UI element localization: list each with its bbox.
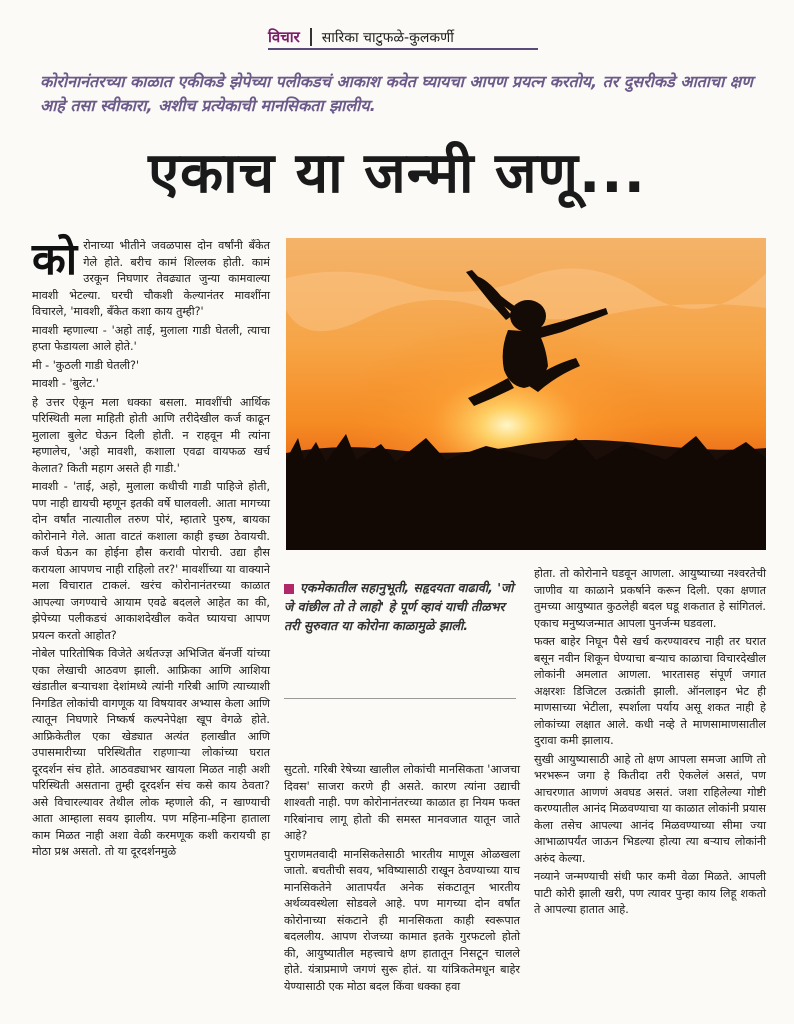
column-2: [284, 762, 520, 997]
pull-quote-rule: [284, 698, 516, 699]
author-name: सारिका चाटुफळे-कुलकर्णी: [321, 29, 454, 46]
column-1: [32, 234, 270, 863]
col3-para: नव्याने जन्मण्याची संधी फार कमी वेळा मिळते. आपली पाटी कोरी झाली खरी, पण त्यावर पुन्हा काय लिहू शकतो ते आपल्या हातात आहे.: [534, 870, 766, 916]
col3-para: होता. तो कोरोनाने घडवून आणला. आयुष्याच्या नश्वरतेची जाणीव या काळाने प्रकर्षाने करून दिली. एका क्षणात तुमच्या आयुष्यात कुठलेही बदल घडू शकतात हे सांगितलं. एकाच मनुष्यजन्मात आपला पुनर्जन्म घडवला.: [534, 567, 766, 630]
col3-para: सुखी आयुष्यासाठी आहे तो क्षण आपला समजा आणि तो भरभरून जगा हे कितीदा तरी ऐकलेलं असतं, पण आचरणात आणणं अवघड असतं. जशा राहिलेल्या गोष्टी करण्यातील आनंद मिळवण्याचा या काळात लोकांनी प्रयास केला तसेच आपल्या आनंद मिळवण्याच्या सीमा ज्या आभाळापर्यंत जाऊन भिडल्या होत्या त्या बऱ्याच लोकांनी अरुंद केल्या.: [534, 752, 766, 865]
column-3: [534, 566, 766, 921]
drop-cap: को: [32, 234, 78, 285]
col1-para: मावशी म्हणाल्या - 'अहो ताई, मुलाला गाडी घेतली, त्याचा हप्ता फेडायला आले होते.': [32, 323, 270, 353]
col1-para: मी - 'कुठली गाडी घेतली?': [32, 358, 140, 372]
col1-para: नोबेल पारितोषिक विजेते अर्थतज्ज्ञ अभिजित बॅनर्जी यांच्या एका लेखाची आठवण झाली. आफ्रिका आणि आशिया खंडातील बऱ्याचशा देशांमध्ये त्यांनी गरिबी आणि त्याच्याशी निगडित लोकांची वागणूक या विषयावर अभ्यास केला आणि त्यातून निघणारे निष्कर्ष कल्पनेपेक्षा खूप वेगळे होते. आफ्रिकेतील एका खेड्यात अत्यंत हलाखीत आणि उपासमारीच्या परिस्थितीत राहणाऱ्या लोकांच्या घरात दूरदर्शन संच होते. आठवड्याभर खायला मिळत नाही अशी परिस्थिती असताना तुम्ही दूरदर्शन संच कसे काय ठेवता? असे विचारल्यावर तेथील लोक म्हणाले की, न खाण्याची आता आम्हाला सवय झालीय. पण महिना-महिना हाताला काम मिळत नाही अशा वेळी करमणूक कशी करायची हा मोठा प्रश्न असतो. तो या दूरदर्शनमुळे: [32, 647, 270, 858]
pull-quote: एकमेकातील सहानुभूती, सहृदयता वाढावी, 'जो जे वांछील तो ते लाहो' हे पूर्ण व्हावं याची तीळभर तरी सुरुवात या कोरोना काळामुळे झाली.: [284, 580, 514, 633]
header-separator: [310, 28, 312, 46]
col1-para: मावशी - 'बुलेट.': [32, 377, 99, 390]
col2-para: सुटतो. गरिबी रेषेच्या खालील लोकांची मानसिकता 'आजचा दिवस' साजरा करणे ही असते. कारण त्यांना उद्याची शाश्वती नाही. पण कोरोनानंतरच्या काळात हा नियम फक्त गरिबांनाच लागू होतो की समस्त मानवजात यातून जाते आहे?: [284, 763, 520, 842]
col3-para: फक्त बाहेर निघून पैसे खर्च करण्यावरच नाही तर घरात बसून नवीन शिकून घेण्याचा बऱ्याच काळाचा विचारदेखील लोकांनी अमलात आणला. भारतासह संपूर्ण जगात अक्षरशः डिजिटल उत्क्रांती झाली. ऑनलाइन भेट ही माणसाच्या भेटीला, स्पर्शाला पर्याय असू शकत नाही हे लोकांच्या लक्षात आले. कधी नव्हे ते माणसामाणसातील दुरावा कमी झालाय.: [534, 635, 766, 747]
col2-para: पुराणमतवादी मानसिकतेसाठी भारतीय माणूस ओळखला जातो. बचतीची सवय, भविष्यासाठी राखून ठेवण्याच्या याच मानसिकतेने आतापर्यंत अनेक संकटातून भारतीय अर्थव्यवस्थेला सोडवले आहे. पण मागच्या दोन वर्षांत कोरोनाच्या संकटाने ही मानसिकता काही स्वरूपात बदललीय. आपण रोजच्या कामात इतके गुरफटलो होतो की, आयुष्यातील महत्त्वाचे क्षण हातातून निसटून चालले होते. यंत्राप्रमाणे जगणं सुरू होतं. या यांत्रिकतेमधून बाहेर येण्यासाठी एक मोठा बदल किंवा धक्का हवा: [284, 847, 520, 993]
col1-para: हे उत्तर ऐकून मला धक्का बसला. मावशींची आर्थिक परिस्थिती मला माहिती होती आणि तरीदेखील कर्ज काढून मुलाला बुलेट घेऊन दिली होती. न राहवून मी त्यांना म्हणालेच, 'अहो मावशी, कशाला एवढा वायफळ खर्च केलात? किती महाग असते ही गाडी.': [32, 395, 270, 475]
sunset-jump-photo: [286, 238, 766, 550]
lede-text: कोरोनानंतरच्या काळात एकीकडे झेपेच्या पलीकडचं आकाश कवेत घ्यायचा आपण प्रयत्न करतोय, तर दुसरीकडे आताचा क्षण आहे तसा स्वीकारा, अशीच प्रत्येकाची मानसिकता झालीय.: [40, 72, 753, 115]
headline: एकाच या जन्मी जणू...: [148, 141, 646, 206]
col1-para: कोरोनाच्या भीतीने जवळपास दोन वर्षांनी बँकेत गेले होते. बरीच कामं शिल्लक होती. कामं उरकून निघणार तेवढ्यात जुन्या कामवाल्या मावशी भेटल्या. घरची चौकशी केल्यानंतर मावशींना विचारले, 'मावशी, बँकेत कशा काय तुम्ही?': [32, 234, 270, 318]
section-label: विचार: [268, 28, 300, 46]
quote-marker: [284, 584, 294, 594]
article-header: [268, 26, 538, 50]
col1-para: मावशी - 'ताई, अहो, मुलाला कधीची गाडी पाहिजे होती, पण नाही द्यायची म्हणून इतकी वर्षे घालवली. आता मागच्या दोन वर्षांत नात्यातील तरुण पोरं, म्हातारे पुरुष, बायका कोरोनाने गेले. आता वाटतं कशाला काही इच्छा ठेवायची. कर्ज घेऊन का होईना हौस करावी पोराची. उद्या हौस करायला आपणच नाही राहिलो तर?' मावशींच्या या वाक्याने मला विचारात टाकलं. खरंच कोरोनानंतरच्या काळात आपल्या जगण्याचे आयाम एवढे बदलले आहेत का की, झेपेच्या पलीकडचं आकाशदेखील कवेत घ्यायचा आपण प्रयत्न करतो आहोत?: [32, 480, 270, 642]
